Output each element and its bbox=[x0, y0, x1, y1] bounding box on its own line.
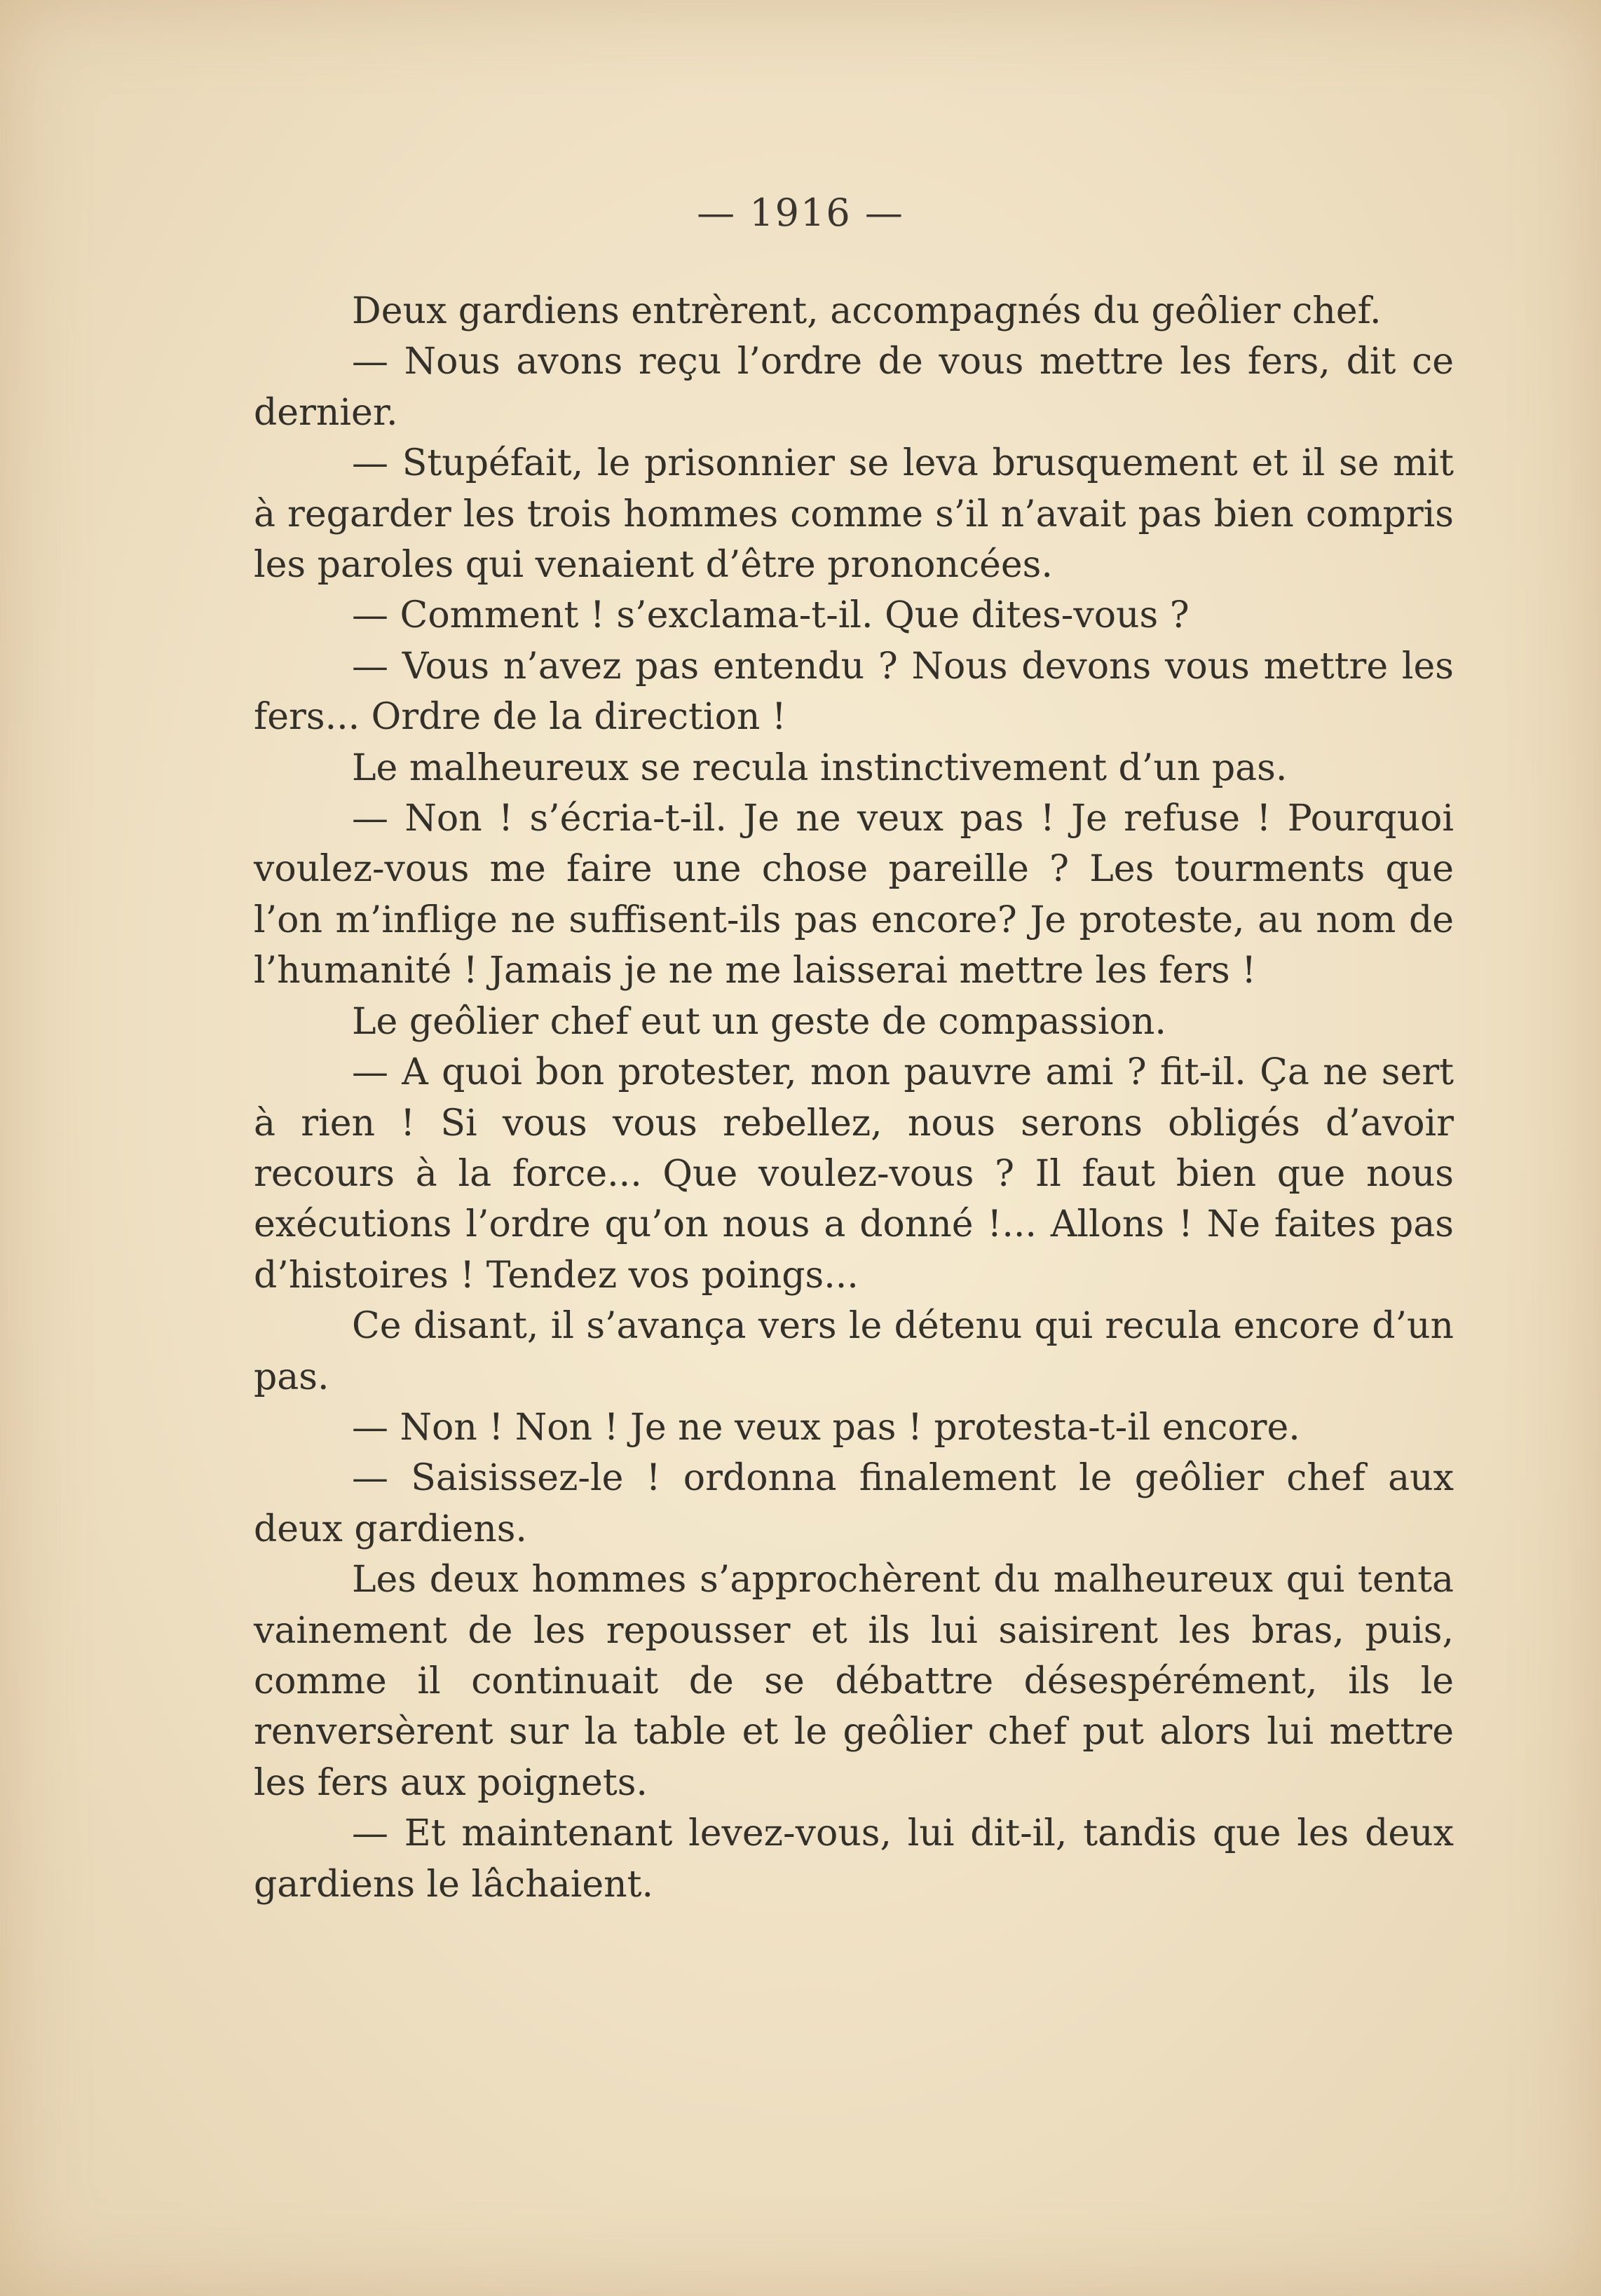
paragraph: Le geôlier chef eut un geste de compassion. bbox=[352, 1000, 1166, 1043]
paragraph: Le malheureux se recula instinctivement d’un pas. bbox=[352, 746, 1288, 789]
paragraph: Deux gardiens entrèrent, accompagnés du geôlier chef. bbox=[352, 290, 1382, 332]
paragraph: — Stupéfait, le prisonnier se leva brusquement et il se mit à regarder les trois hommes comme s’il n’avait pas bien compris les paroles qui venaient d’être prononcées. bbox=[254, 442, 1454, 587]
paragraph: — Non ! Non ! Je ne veux pas ! protesta-t-il encore. bbox=[352, 1406, 1300, 1449]
paragraph: — Comment ! s’exclama-t-il. Que dites-vous ? bbox=[352, 594, 1190, 637]
page-number: — 1916 — bbox=[697, 191, 904, 235]
paragraph: — Nous avons reçu l’ordre de vous mettre les fers, dit ce dernier. bbox=[254, 341, 1454, 434]
paragraph: Ce disant, il s’avança vers le détenu qui recula encore d’un pas. bbox=[254, 1305, 1454, 1398]
paragraph: — Non ! s’écria-t-il. Je ne veux pas ! Je refuse ! Pourquoi voulez-vous me faire une chose pareille ? Les tourments que l’on m’inflige ne suffisent-ils pas encore? Je proteste, au nom de l’humanité ! Jamais je ne me laisserai mettre les fers ! bbox=[254, 798, 1454, 992]
body-text bbox=[254, 286, 1454, 1910]
paragraph: — A quoi bon protester, mon pauvre ami ? fit-il. Ça ne sert à rien ! Si vous vous rebellez, nous serons obligés d’avoir recours à la force... Que voulez-vous ? Il faut bien que nous exécutions l’ordre qu’on nous a donné !... Allons ! Ne faites pas d’histoires ! Tendez vos poings... bbox=[254, 1051, 1454, 1297]
paragraph: — Vous n’avez pas entendu ? Nous devons vous mettre les fers... Ordre de la direction ! bbox=[254, 645, 1454, 739]
paragraph: — Saisissez-le ! ordonna finalement le geôlier chef aux deux gardiens. bbox=[254, 1457, 1454, 1550]
paragraph: — Et maintenant levez-vous, lui dit-il, tandis que les deux gardiens le lâchaient. bbox=[254, 1812, 1454, 1906]
paragraph: Les deux hommes s’approchèrent du malheureux qui tenta vainement de les repousser et ils lui saisirent les bras, puis, comme il continuait de se débattre désespérément, ils le renversèrent sur la table et le geôlier chef put alors lui mettre les fers aux poignets. bbox=[254, 1559, 1454, 1804]
